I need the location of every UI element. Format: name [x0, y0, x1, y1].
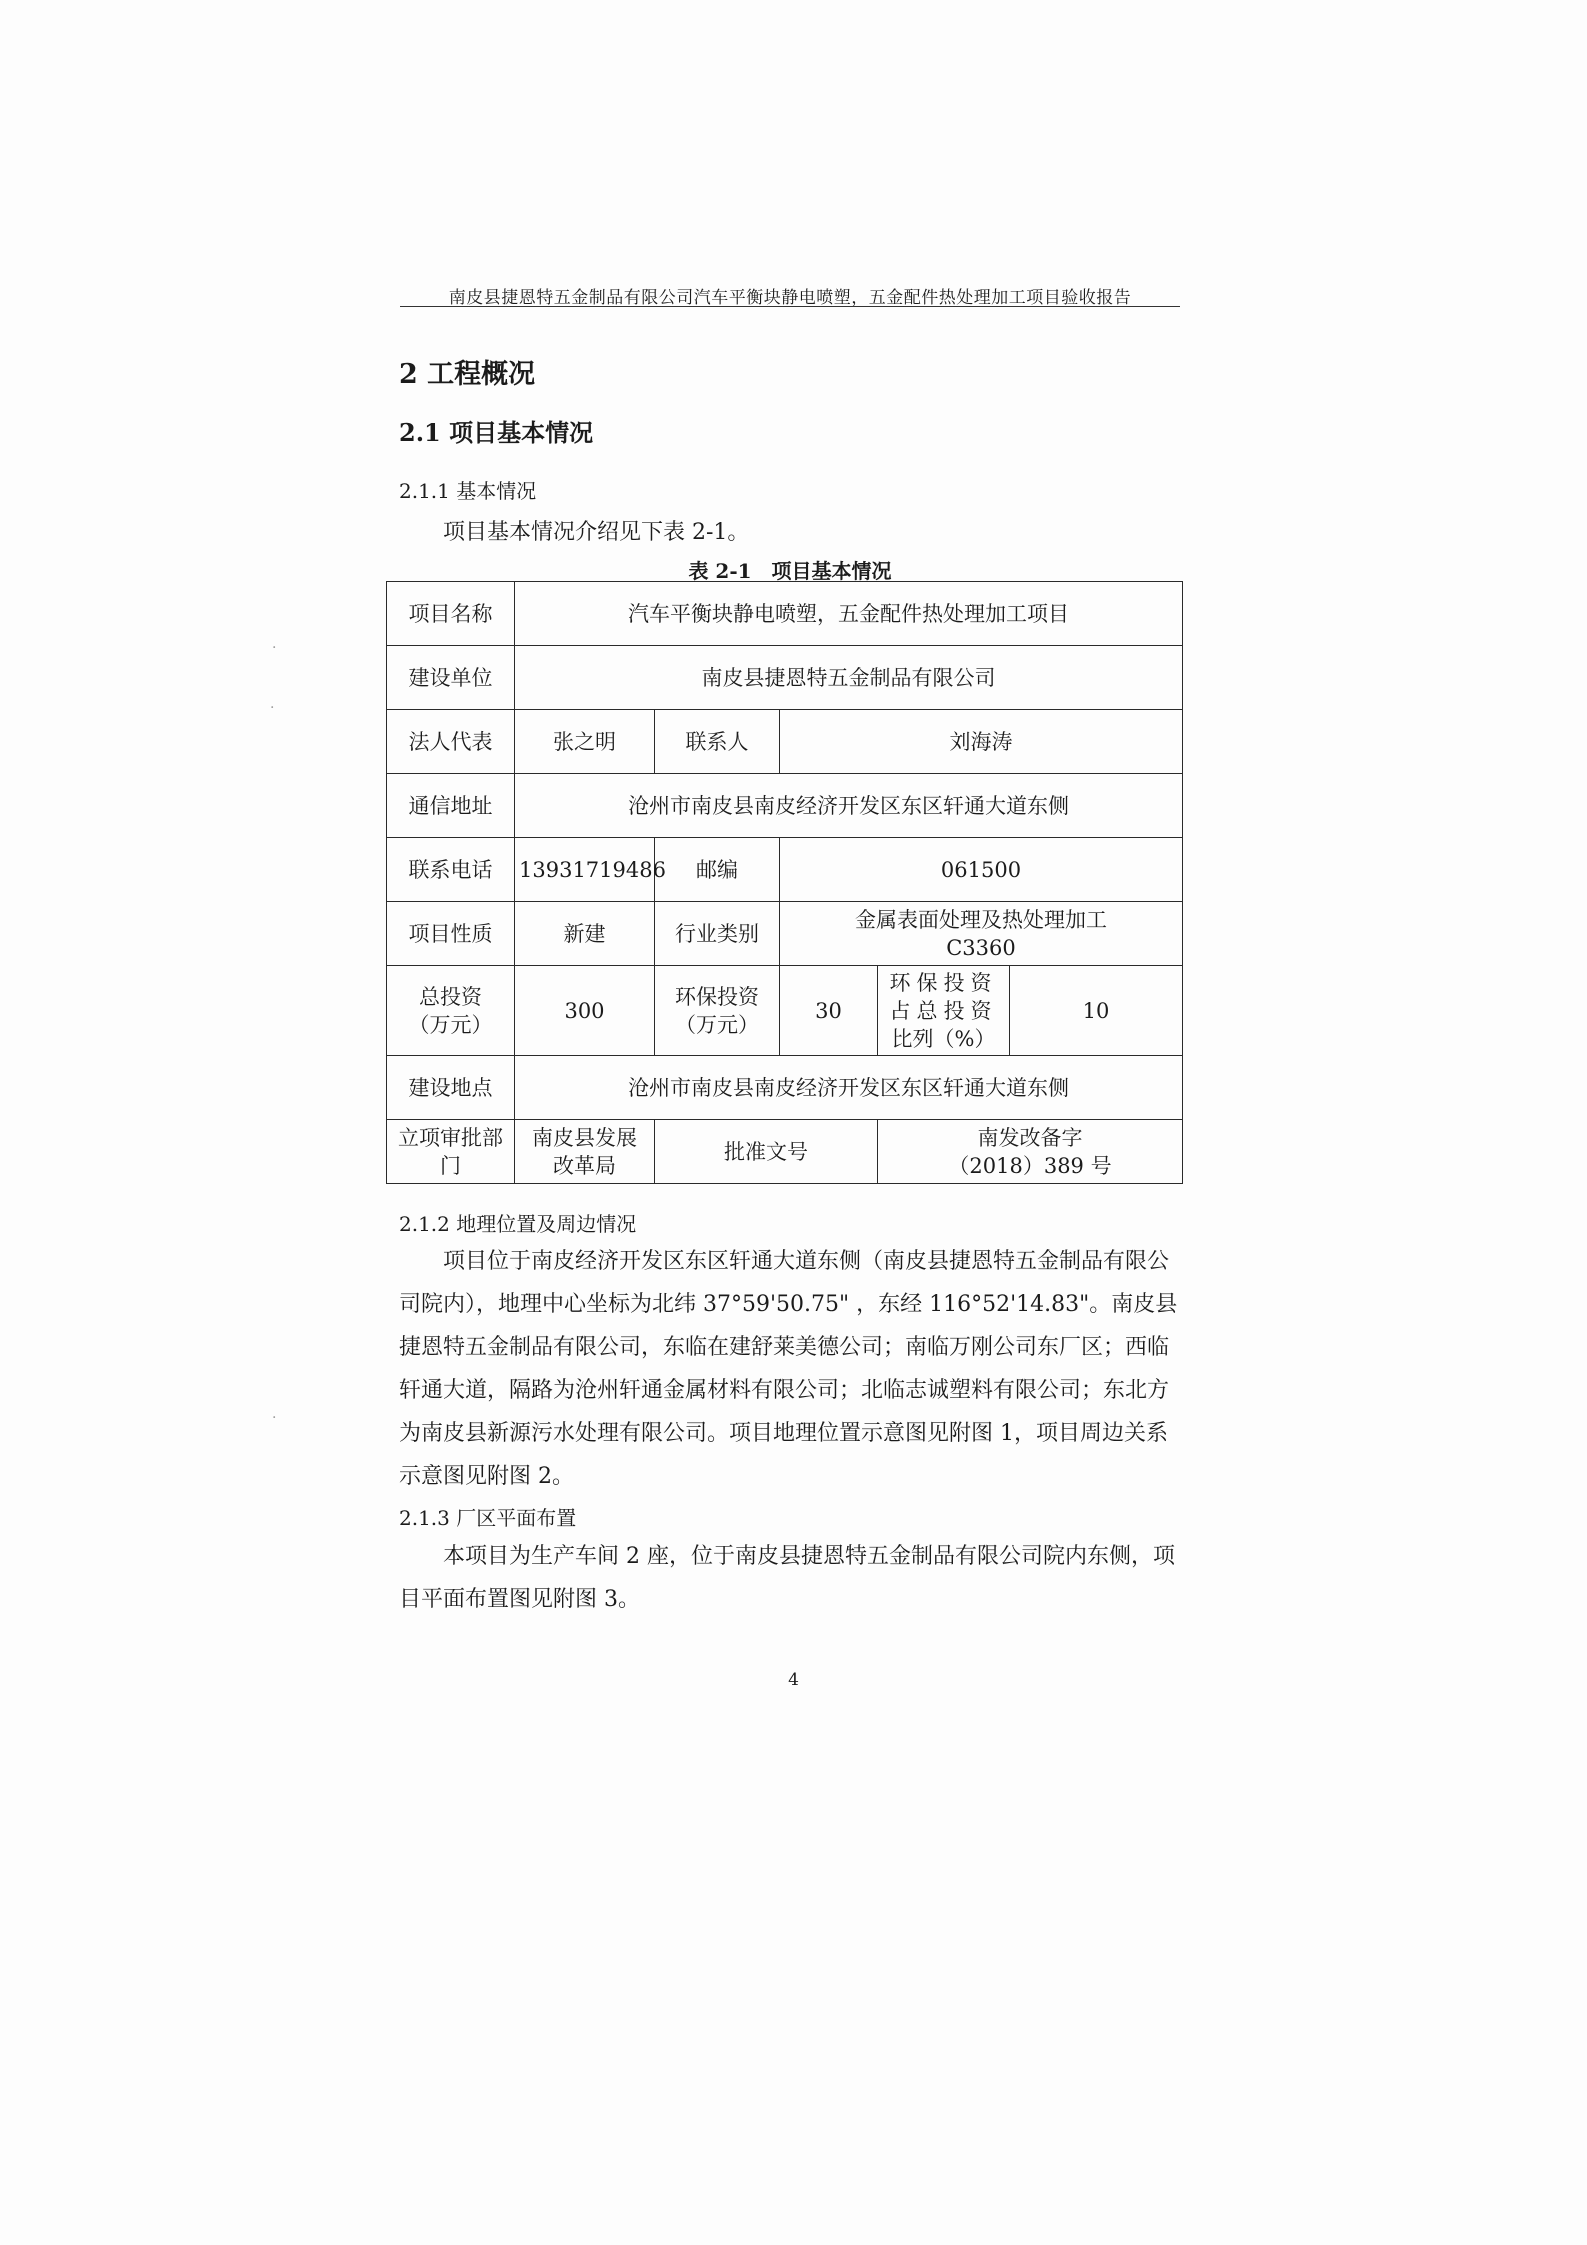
site-label: 建设地点	[387, 1056, 515, 1120]
industry-line-2: C3360	[946, 935, 1016, 960]
ratio-label-line-3: 比列（%）	[891, 1026, 996, 1051]
page-number: 4	[788, 1670, 799, 1690]
contact-value: 刘海涛	[780, 710, 1183, 774]
approval-no-label: 批准文号	[655, 1120, 878, 1184]
industry-value	[780, 902, 1183, 966]
nature-label: 项目性质	[387, 902, 515, 966]
table-row	[387, 902, 1183, 966]
approval-dept-line-2: 改革局	[553, 1153, 616, 1178]
section-title: 2.1 项目基本情况	[399, 418, 594, 447]
invest-value: 300	[515, 966, 655, 1056]
address-label: 通信地址	[387, 774, 515, 838]
address-value: 沧州市南皮县南皮经济开发区东区轩通大道东侧	[515, 774, 1183, 838]
postcode-label: 邮编	[655, 838, 780, 902]
subsection-heading-2-1-1: 2.1.1 基本情况	[399, 479, 537, 503]
invest-label-line-2: （万元）	[408, 1012, 493, 1037]
builder-value: 南皮县捷恩特五金制品有限公司	[515, 646, 1183, 710]
ratio-label-line-1: 环保投资	[889, 970, 998, 995]
phone-label: 联系电话	[387, 838, 515, 902]
table-row	[387, 774, 1183, 838]
location-paragraph: 项目位于南皮经济开发区东区轩通大道东侧（南皮县捷恩特五金制品有限公司院内），地理中心坐标为北纬 37°59'50.75" ，东经 116°52'14.83"。南皮县捷恩特五金制品有限公司，东临在建舒莱美德公司；南临万刚公司东厂区；西临轩通大道，隔路为沧州轩通金属材料有限公司；北临志诚塑料有限公司；东北方为南皮县新源污水处理有限公司。项目地理位置示意图见附图 1，项目周边关系示意图见附图 2。	[399, 1249, 1178, 1489]
scan-speck: ·	[272, 1410, 277, 1426]
header-rule	[400, 306, 1180, 307]
builder-label: 建设单位	[387, 646, 515, 710]
approval-dept-value	[515, 1120, 655, 1184]
nature-value: 新建	[515, 902, 655, 966]
ratio-label	[878, 966, 1010, 1056]
scan-speck: ·	[270, 700, 275, 716]
postcode-value: 061500	[780, 838, 1183, 902]
invest-label-line-1: 总投资	[419, 984, 482, 1009]
table-row	[387, 582, 1183, 646]
site-value: 沧州市南皮县南皮经济开发区东区轩通大道东侧	[515, 1056, 1183, 1120]
running-header: 南皮县捷恩特五金制品有限公司汽车平衡块静电喷塑，五金配件热处理加工项目验收报告	[448, 288, 1132, 308]
approval-dept-label: 立项审批部门	[387, 1120, 515, 1184]
chapter-title: 2 工程概况	[399, 359, 536, 390]
approval-no-value	[878, 1120, 1183, 1184]
env-invest-label-line-2: （万元）	[675, 1012, 759, 1037]
subsection-heading-2-1-3: 2.1.3 厂区平面布置	[399, 1506, 577, 1530]
invest-label	[387, 966, 515, 1056]
contact-label: 联系人	[655, 710, 780, 774]
ratio-value: 10	[1010, 966, 1183, 1056]
approval-no-line-2: （2018）389 号	[948, 1153, 1112, 1178]
approval-no-line-1: 南发改备字	[977, 1125, 1083, 1150]
table-row	[387, 1120, 1183, 1184]
ratio-label-line-2: 占总投资	[889, 998, 998, 1023]
table-row	[387, 838, 1183, 902]
project-name-label: 项目名称	[387, 582, 515, 646]
approval-dept-line-1: 南皮县发展	[532, 1125, 637, 1150]
industry-label: 行业类别	[655, 902, 780, 966]
env-invest-value: 30	[780, 966, 878, 1056]
industry-line-1: 金属表面处理及热处理加工	[855, 907, 1107, 932]
env-invest-label	[655, 966, 780, 1056]
phone-value: 13931719486	[515, 838, 655, 902]
table-row	[387, 646, 1183, 710]
table-row	[387, 710, 1183, 774]
table-caption: 表 2-1 项目基本情况	[688, 559, 892, 583]
table-row	[387, 966, 1183, 1056]
subsection-heading-2-1-2: 2.1.2 地理位置及周边情况	[399, 1212, 637, 1236]
legal-rep-label: 法人代表	[387, 710, 515, 774]
legal-rep-value: 张之明	[515, 710, 655, 774]
env-invest-label-line-1: 环保投资	[675, 984, 759, 1009]
scan-speck: ·	[272, 640, 277, 656]
project-info-table	[386, 581, 1183, 1184]
layout-paragraph: 本项目为生产车间 2 座，位于南皮县捷恩特五金制品有限公司院内东侧，项目平面布置图见附图 3。	[399, 1544, 1175, 1612]
table-intro-text: 项目基本情况介绍见下表 2-1。	[443, 520, 750, 545]
table-row	[387, 1056, 1183, 1120]
project-name-value: 汽车平衡块静电喷塑，五金配件热处理加工项目	[515, 582, 1183, 646]
